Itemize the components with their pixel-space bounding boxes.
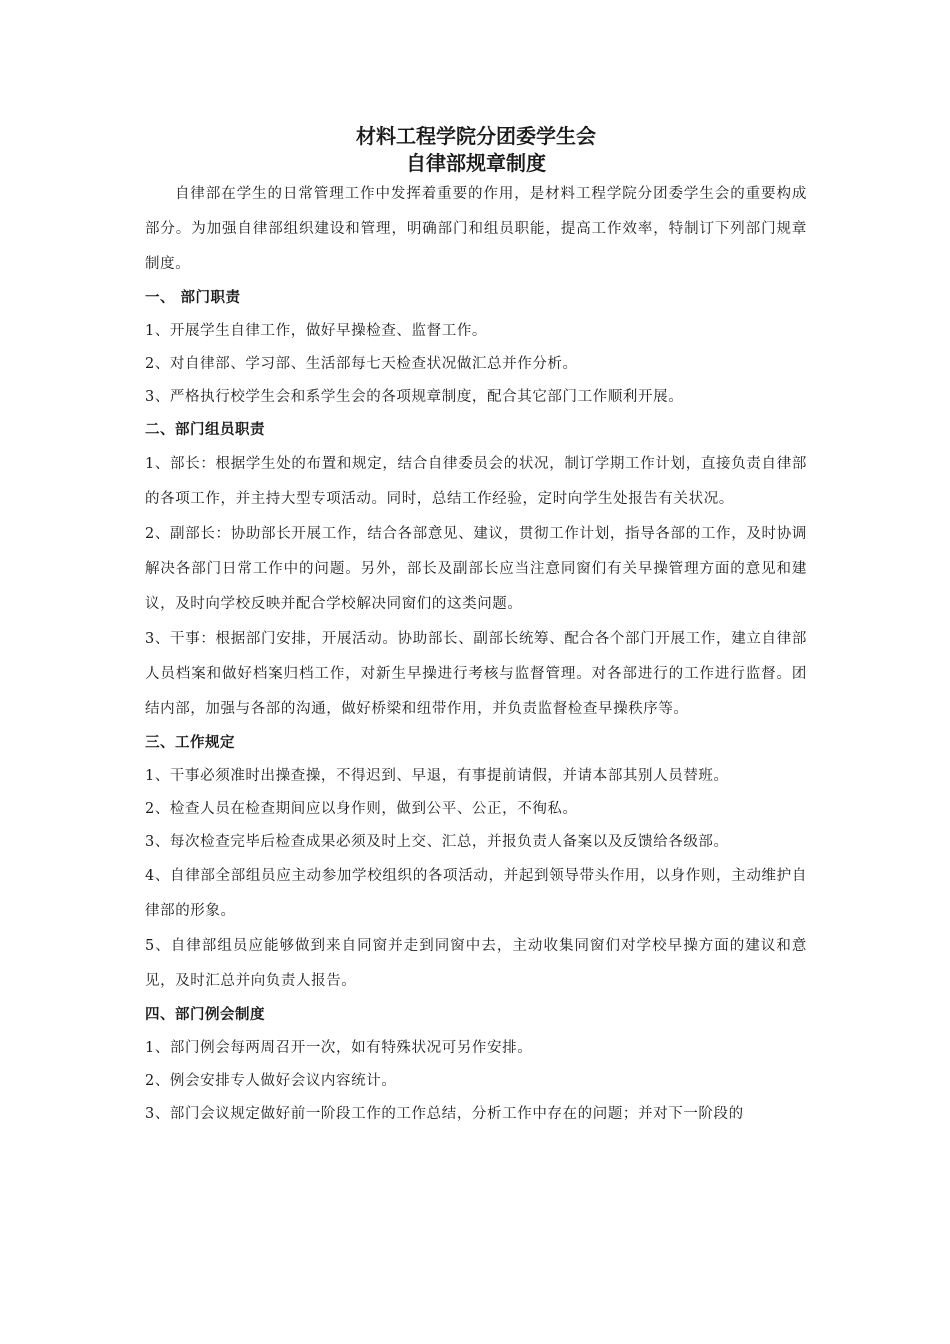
list-item: 3、部门会议规定做好前一阶段工作的工作总结，分析工作中存在的问题；并对下一阶段的 <box>145 1106 744 1122</box>
list-item: 2、例会安排专人做好会议内容统计。 <box>145 1073 397 1089</box>
document-title-line1: 材料工程学院分团委学生会 <box>356 124 596 148</box>
section-department-duties <box>145 282 807 414</box>
list-item: 1、部长：根据学生处的布置和规定，结合自律委员会的状况，制订学期工作计划，直接负责自律部的各项工作，并主持大型专项活动。同时，总结工作经验，定时向学生处报告有关状况。 <box>145 456 807 507</box>
list-item: 5、自律部组员应能够做到来自同窗并走到同窗中去，主动收集同窗们对学校早操方面的建议和意见，及时汇总并向负责人报告。 <box>145 938 807 989</box>
list-item: 2、检查人员在检查期间应以身作则，做到公平、公正，不徇私。 <box>145 801 578 817</box>
list-item: 2、对自律部、学习部、生活部每七天检查状况做汇总并作分析。 <box>145 356 578 372</box>
list-item: 1、开展学生自律工作，做好早操检查、监督工作。 <box>145 323 488 339</box>
section-heading: 二、部门组员职责 <box>145 422 265 438</box>
list-item: 3、严格执行校学生会和系学生会的各项规章制度，配合其它部门工作顺利开展。 <box>145 389 684 405</box>
list-item: 2、副部长：协助部长开展工作，结合各部意见、建议，贯彻工作计划，指导各部的工作，及时协调解决各部门日常工作中的问题。另外，部长及副部长应当注意同窗们有关早操管理方面的意见和建议，及时向学校反映并配合学校解决同窗们的这类问题。 <box>145 526 807 612</box>
section-meeting-rules <box>145 999 807 1131</box>
document-content <box>145 123 807 1131</box>
section-heading: 一、 部门职责 <box>145 290 241 306</box>
section-work-rules <box>145 727 807 999</box>
list-item: 4、自律部全部组员应主动参加学校组织的各项活动，并起到领导带头作用，以身作则，主动维护自律部的形象。 <box>145 868 807 919</box>
list-item: 3、每次检查完毕后检查成果必须及时上交、汇总，并报负责人备案以及反馈给各级部。 <box>145 834 729 850</box>
document-title-line2: 自律部规章制度 <box>406 151 546 175</box>
intro-paragraph: 自律部在学生的日常管理工作中发挥着重要的作用，是材料工程学院分团委学生会的重要构成部分。为加强自律部组织建设和管理，明确部门和组员职能，提高工作效率，特制订下列部门规章制度。 <box>145 186 807 272</box>
section-heading: 四、部门例会制度 <box>145 1007 265 1023</box>
section-member-duties <box>145 414 807 727</box>
list-item: 1、部门例会每两周召开一次，如有特殊状况可另作安排。 <box>145 1040 533 1056</box>
list-item: 3、干事：根据部门安排，开展活动。协助部长、副部长统筹、配合各个部门开展工作，建立自律部人员档案和做好档案归档工作，对新生早操进行考核与监督管理。对各部进行的工作进行监督。团结内部，加强与各部的沟通，做好桥梁和纽带作用，并负责监督检查早操秩序等。 <box>145 631 807 717</box>
list-item: 1、干事必须准时出操查操，不得迟到、早退，有事提前请假，并请本部其别人员替班。 <box>145 768 729 784</box>
section-heading: 三、工作规定 <box>145 735 235 751</box>
